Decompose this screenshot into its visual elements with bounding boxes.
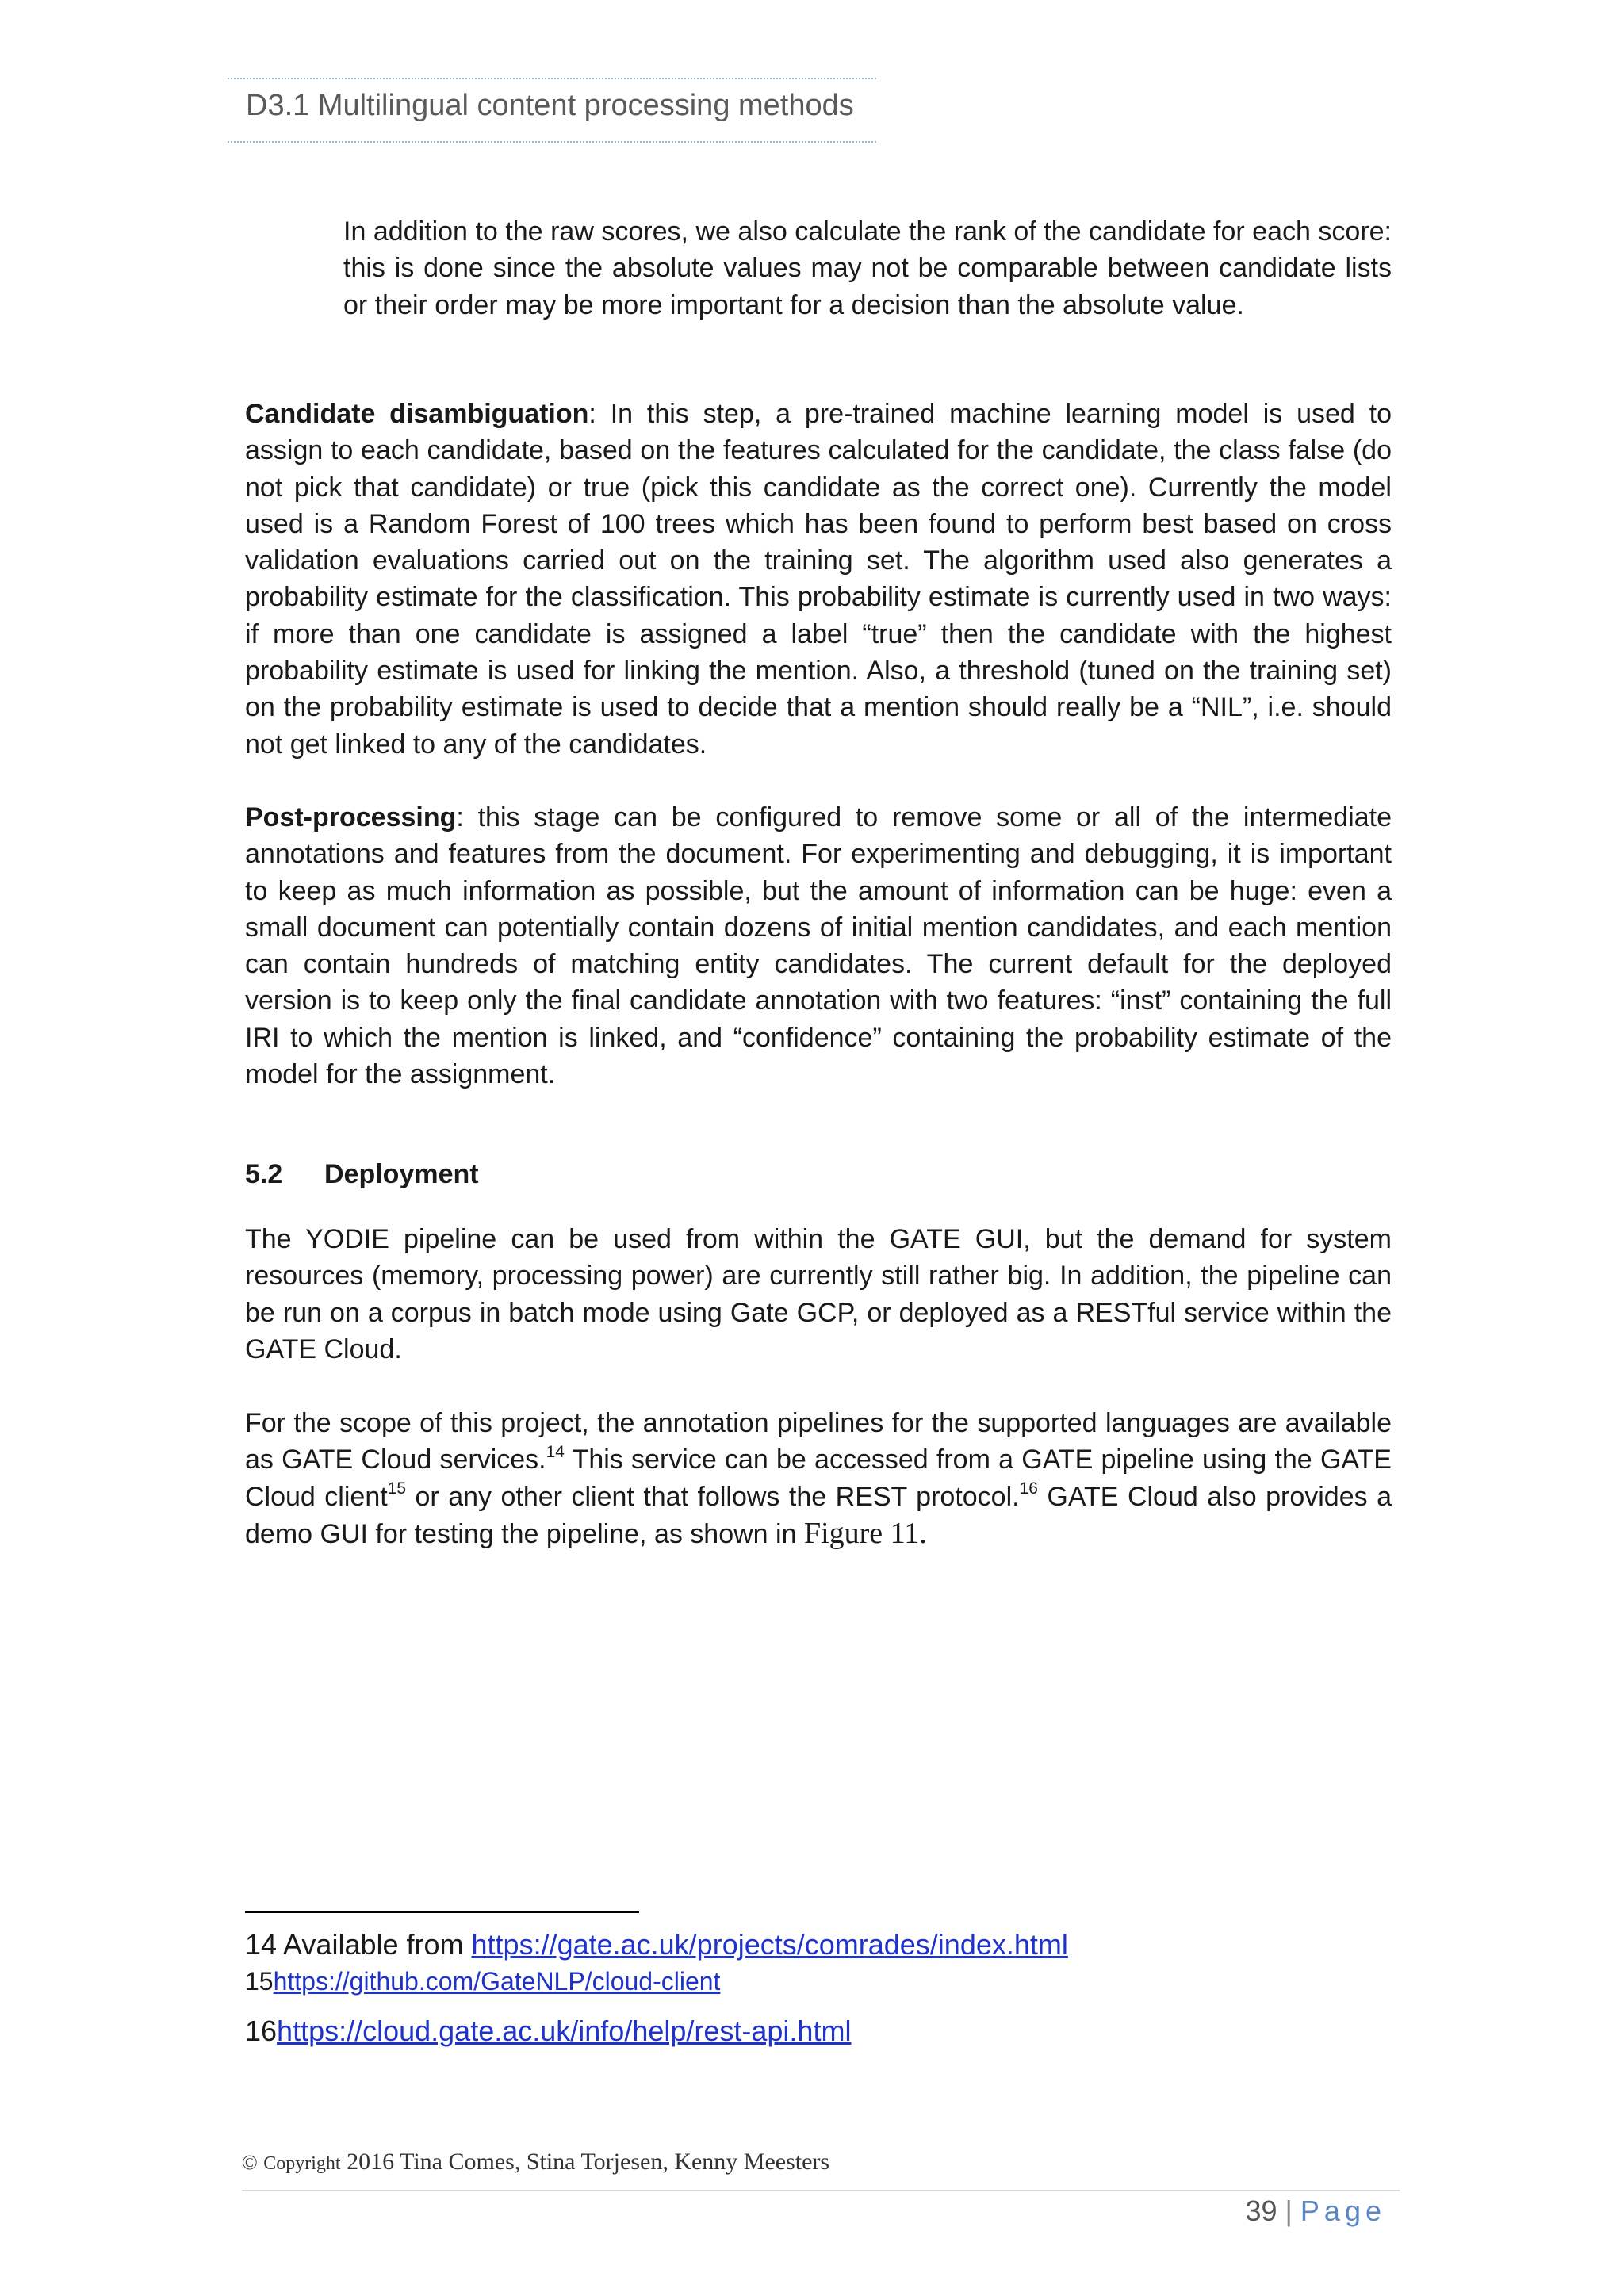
footnote-16-label: 16 — [245, 2015, 278, 2047]
figure-reference[interactable]: Figure 11 — [803, 1516, 920, 1550]
footnote-15-link[interactable]: https://github.com/GateNLP/cloud-client — [273, 1967, 721, 1996]
scope-text-1: For the scope of this project, the annotation pipelines for the supported languages are available as GATE Cloud services. — [245, 1408, 1392, 1475]
page-number — [1245, 2195, 1386, 2228]
footnote-separator — [245, 1911, 639, 1913]
page-separator: | — [1285, 2195, 1293, 2227]
postprocessing-paragraph — [245, 799, 1392, 1093]
section-heading — [245, 1159, 479, 1190]
page-word: Page — [1300, 2195, 1386, 2227]
footer-rule — [242, 2190, 1400, 2191]
scope-text-4: GATE Cloud also provides a demo GUI for testing the pipeline, as shown in — [245, 1481, 1392, 1549]
disambiguation-term: Candidate disambiguation — [245, 399, 589, 429]
header-title: D3.1 Multilingual content processing methods — [246, 89, 854, 122]
footnote-15-label: 15 — [245, 1967, 274, 1996]
header-top-rule — [228, 78, 876, 79]
footnote-16 — [245, 2015, 851, 2048]
disambiguation-paragraph — [245, 396, 1392, 763]
scope-period: . — [919, 1516, 927, 1550]
scope-text-2: This service can be accessed from a GATE pipeline using the GATE Cloud client — [245, 1445, 1392, 1512]
postprocessing-text: : this stage can be configured to remove some or all of the intermediate annotations and features from the document. For experimenting and debugging, it is important to keep as much information as possible, but the amount of information can be huge: even a small document can potentially contain dozens of initial mention candidates, and each mention can contain hundreds of matching entity candidates. The current default for the deployed version is to keep only the final candidate annotation with two features: “inst” containing the full IRI to which the mention is linked, and “confidence” containing the probability estimate of the model for the assignment. — [245, 802, 1392, 1090]
scope-paragraph — [245, 1405, 1392, 1552]
footnote-15 — [245, 1967, 720, 1996]
footnote-ref-14: 14 — [546, 1442, 565, 1461]
rank-paragraph: In addition to the raw scores, we also calculate the rank of the candidate for each score: this is done since the absolute values may not be comparable between candidate lists or their order may be more important for a decision than the absolute value. — [343, 216, 1392, 320]
copyright-text: 2016 Tina Comes, Stina Torjesen, Kenny Meesters — [340, 2149, 830, 2175]
footnote-ref-15: 15 — [387, 1479, 407, 1498]
deployment-paragraph: The YODIE pipeline can be used from within the GATE GUI, but the demand for system resources (memory, processing power) are currently still rather big. In addition, the pipeline can be run on a corpus in batch mode using Gate GCP, or deployed as a RESTful service within the GATE Cloud. — [245, 1224, 1392, 1364]
footnote-16-link[interactable]: https://cloud.gate.ac.uk/info/help/rest-api.html — [277, 2015, 852, 2047]
section-title: Deployment — [324, 1159, 479, 1189]
copyright-line — [242, 2149, 829, 2175]
footnote-14-label: 14 Available from — [245, 1928, 472, 1961]
page-number-value: 39 — [1245, 2195, 1277, 2227]
footnote-14-link[interactable]: https://gate.ac.uk/projects/comrades/index.html — [471, 1928, 1068, 1961]
footnote-14 — [245, 1928, 1068, 1961]
header-bottom-rule — [228, 141, 876, 143]
footnote-ref-16: 16 — [1019, 1479, 1038, 1498]
disambiguation-text: : In this step, a pre-trained machine learning model is used to assign to each candidate, based on the features calculated for the candidate, the class false (do not pick that candidate) or true (pick this candidate as the correct one). Currently the model used is a Random Forest of 100 trees which has been found to perform best based on cross validation evaluations carried out on the training set. The algorithm used also generates a probability estimate for the classification. This probability estimate is currently used in two ways: if more than one candidate is assigned a label “true” then the candidate with the highest probability estimate is used for linking the mention. Also, a threshold (tuned on the training set) on the probability estimate is used to decide that a mention should really be a “NIL”, i.e. should not get linked to any of the candidates. — [245, 399, 1392, 760]
section-number: 5.2 — [245, 1159, 283, 1189]
scope-text-3: or any other client that follows the REST protocol. — [406, 1481, 1020, 1512]
copyright-icon: © — [242, 2151, 258, 2174]
postprocessing-term: Post-processing — [245, 802, 457, 832]
copyright-word: Copyright — [263, 2153, 341, 2174]
